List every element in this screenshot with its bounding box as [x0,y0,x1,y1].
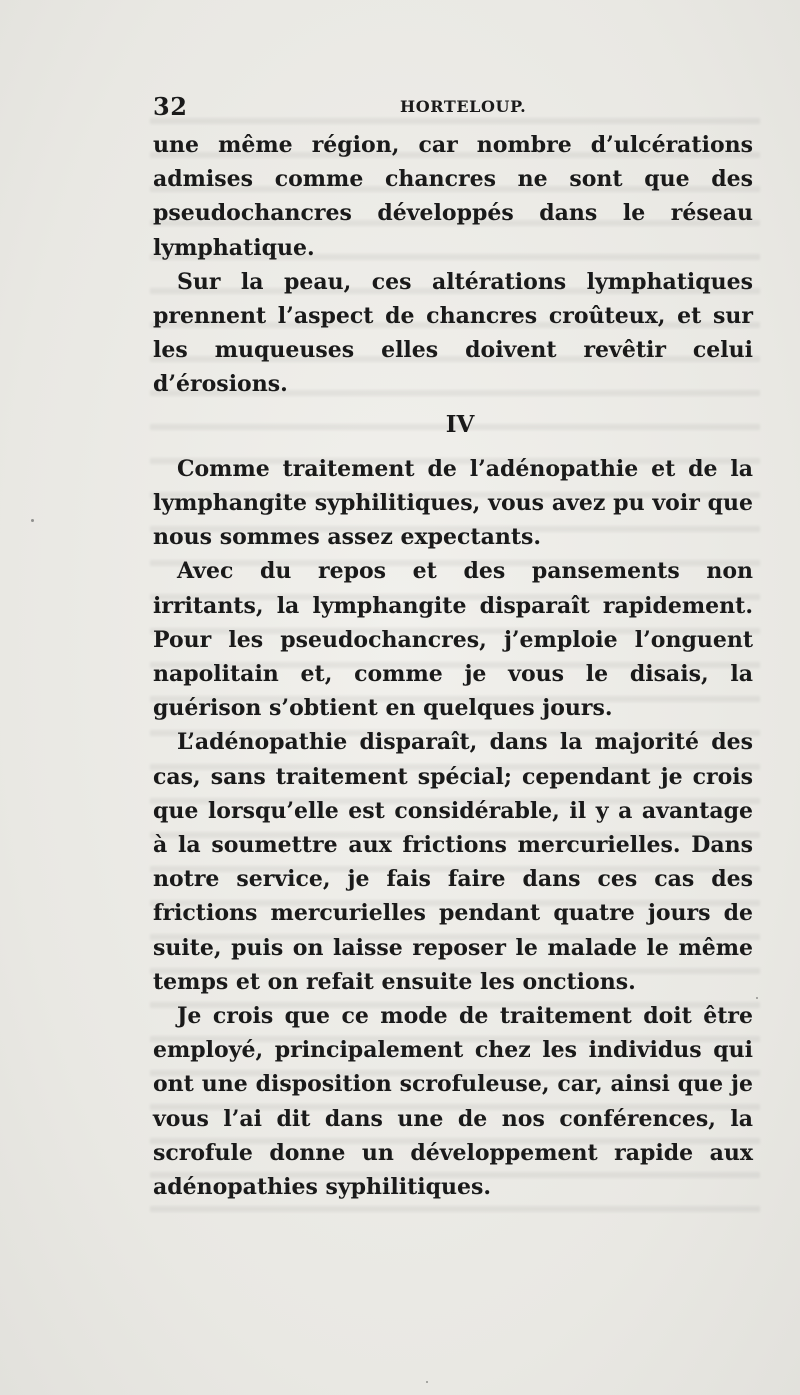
paragraph: Avec du repos et des pansements non irritants, la lymphangite disparaît rapidement. Pour les pseudochancres, j’emploie l’onguent napolitain et, comme je vous le disais, la guérison s’obtient en quelques jours. [153,558,753,722]
paper-speck [756,997,758,999]
paragraph: Comme traitement de l’adénopathie et de la lymphangite syphilitiques, vous avez pu voir que nous sommes assez expectants. [153,455,753,551]
paragraph: Sur la peau, ces altérations lymphatiques prennent l’aspect de chancres croûteux, et sur les muqueuses elles doivent revêtir celui d’érosions. [153,268,753,398]
paragraph: une même région, car nombre d’ulcérations admises comme chancres ne sont que des pseudochancres développés dans le réseau lymphatique. [153,132,753,261]
body-text [153,128,753,1204]
section-heading: IV [445,410,475,438]
paragraph: Je crois que ce mode de traitement doit être employé, principalement chez les individus qui ont une disposition scrofuleuse, car, ainsi que je vous l’ai dit dans une de nos conférences, la scrofule donne un développement rapide aux adénopathies syphilitiques. [153,1003,753,1201]
paper-speck [426,1381,428,1383]
running-title: HORTELOUP. [400,97,527,116]
paper-speck [31,519,34,522]
page-header [153,92,753,122]
paragraph: L’adénopathie disparaît, dans la majorité des cas, sans traitement spécial; cependant je crois que lorsqu’elle est considérable, il y a avantage à la soumettre aux frictions mercurielles. Dans notre service, je fais faire dans ces cas des frictions mercurielles pendant quatre jours de suite, puis on laisse reposer le malade le même temps et on refait ensuite les onctions. [153,729,753,995]
page-number: 32 [153,92,188,121]
